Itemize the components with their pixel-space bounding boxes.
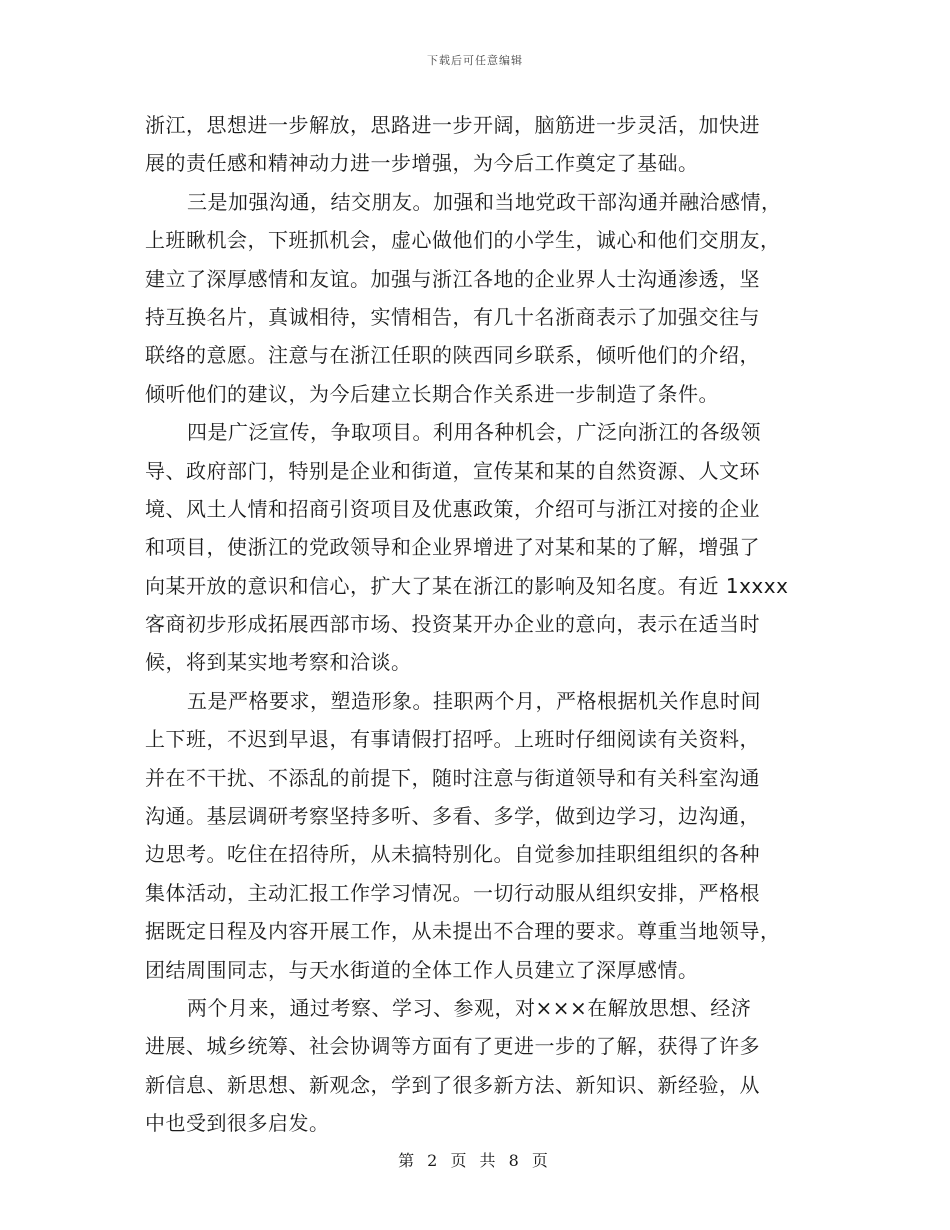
page-header: 下载后可任意编辑 — [427, 54, 523, 67]
text-line: 倾听他们的建议，为今后建立长期合作关系进一步制造了条件。 — [145, 381, 719, 406]
text-line: 沟通。基层调研考察坚持多听、多看、多学，做到边学习，边沟通， — [145, 804, 760, 829]
text-line: 展的责任感和精神动力进一步增强，为今后工作奠定了基础。 — [145, 151, 699, 176]
text-line: 候，将到某实地考察和洽谈。 — [145, 650, 412, 675]
text-line: 据既定日程及内容开展工作，从未提出不合理的要求。尊重当地领导， — [145, 919, 781, 944]
text-line: 联络的意愿。注意与在浙江任职的陕西同乡联系，倾听他们的介绍， — [145, 343, 760, 368]
body-text — [145, 106, 825, 1143]
text-line: 向某开放的意识和信心，扩大了某在浙江的影响及知名度。有近 1xxxx — [145, 573, 789, 598]
page-number: 第 2 页 共 8 页 — [398, 1151, 552, 1170]
text-line: 客商初步形成拓展西部市场、投资某开办企业的意向，表示在适当时 — [145, 612, 760, 637]
paragraph-start-line: 四是广泛宣传，争取项目。利用各种机会，广泛向浙江的各级领 — [187, 420, 761, 445]
text-line: 浙江，思想进一步解放，思路进一步开阔，脑筋进一步灵活，加快进 — [145, 113, 760, 137]
paragraph-start-line: 三是加强沟通，结交朋友。加强和当地党政干部沟通并融洽感情， — [187, 189, 782, 214]
text-line: 持互换名片，真诚相待，实情相告，有几十名浙商表示了加强交往与 — [145, 304, 760, 329]
text-line: 和项目，使浙江的党政领导和企业界增进了对某和某的了解，增强了 — [145, 535, 760, 560]
paragraph-start-line: 五是严格要求，塑造形象。挂职两个月，严格根据机关作息时间 — [187, 688, 761, 713]
text-line: 进展、城乡统筹、社会协调等方面有了更进一步的了解，获得了许多 — [145, 1034, 760, 1059]
text-line: 边思考。吃住在招待所，从未搞特别化。自觉参加挂职组组织的各种 — [145, 842, 760, 867]
text-line: 新信息、新思想、新观念，学到了很多新方法、新知识、新经验，从 — [145, 1072, 760, 1097]
text-line: 上班瞅机会，下班抓机会，虚心做他们的小学生，诚心和他们交朋友， — [145, 228, 781, 253]
text-line: 团结周围同志，与天水街道的全体工作人员建立了深厚感情。 — [145, 957, 699, 982]
paragraph-start-line: 两个月来，通过考察、学习、参观，对×××在解放思想、经济 — [187, 995, 752, 1020]
text-line: 并在不干扰、不添乱的前提下，随时注意与街道领导和有关科室沟通 — [145, 765, 760, 790]
text-line: 中也受到很多启发。 — [145, 1111, 330, 1136]
text-line: 上下班，不迟到早退，有事请假打招呼。上班时仔细阅读有关资料， — [145, 727, 760, 752]
text-line: 集体活动，主动汇报工作学习情况。一切行动服从组织安排，严格根 — [145, 880, 760, 905]
text-line: 导、政府部门，特别是企业和街道，宣传某和某的自然资源、人文环 — [145, 458, 760, 483]
text-line: 境、风土人情和招商引资项目及优惠政策，介绍可与浙江对接的企业 — [145, 496, 760, 521]
text-line: 建立了深厚感情和友谊。加强与浙江各地的企业界人士沟通渗透，坚 — [145, 266, 760, 291]
